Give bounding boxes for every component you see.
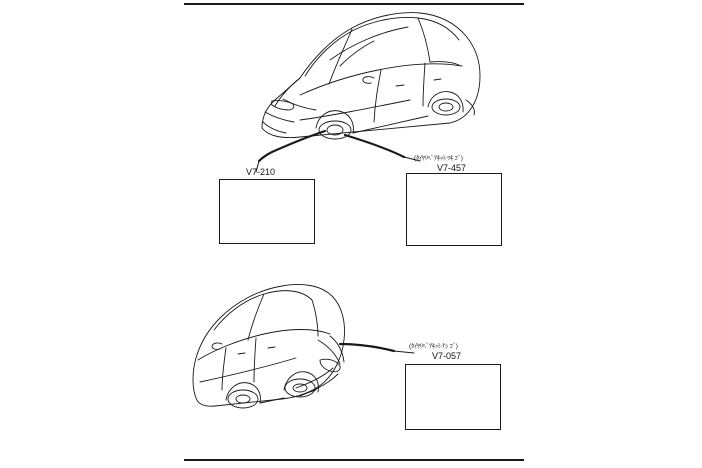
callout-note-v7-057: (ﾀｲﾔﾘﾍﾟｱｷｯﾄ ﾅｼ ｺﾞ) [409,343,458,350]
vehicle-sedan [193,284,345,408]
callout-note-v7-457: (ﾀｲﾔﾘﾍﾟｱｷｯﾄ ﾂｷ ｺﾞ) [414,155,463,162]
bottom-border-rule [184,459,524,461]
leader-v7-057-stem [394,351,414,353]
callout-label-v7-210: V7-210 [246,167,276,177]
vehicle-hatchback [262,13,480,139]
top-border-rule [184,3,524,5]
callout-label-v7-057: V7-057 [432,351,462,361]
leader-v7-210 [259,131,325,161]
leader-v7-057 [340,344,394,351]
callout-box-v7-457 [406,173,502,246]
leader-v7-457 [345,135,404,157]
callout-box-v7-057 [405,364,501,430]
callout-box-v7-210 [219,179,315,244]
callout-label-v7-457: V7-457 [437,163,467,173]
